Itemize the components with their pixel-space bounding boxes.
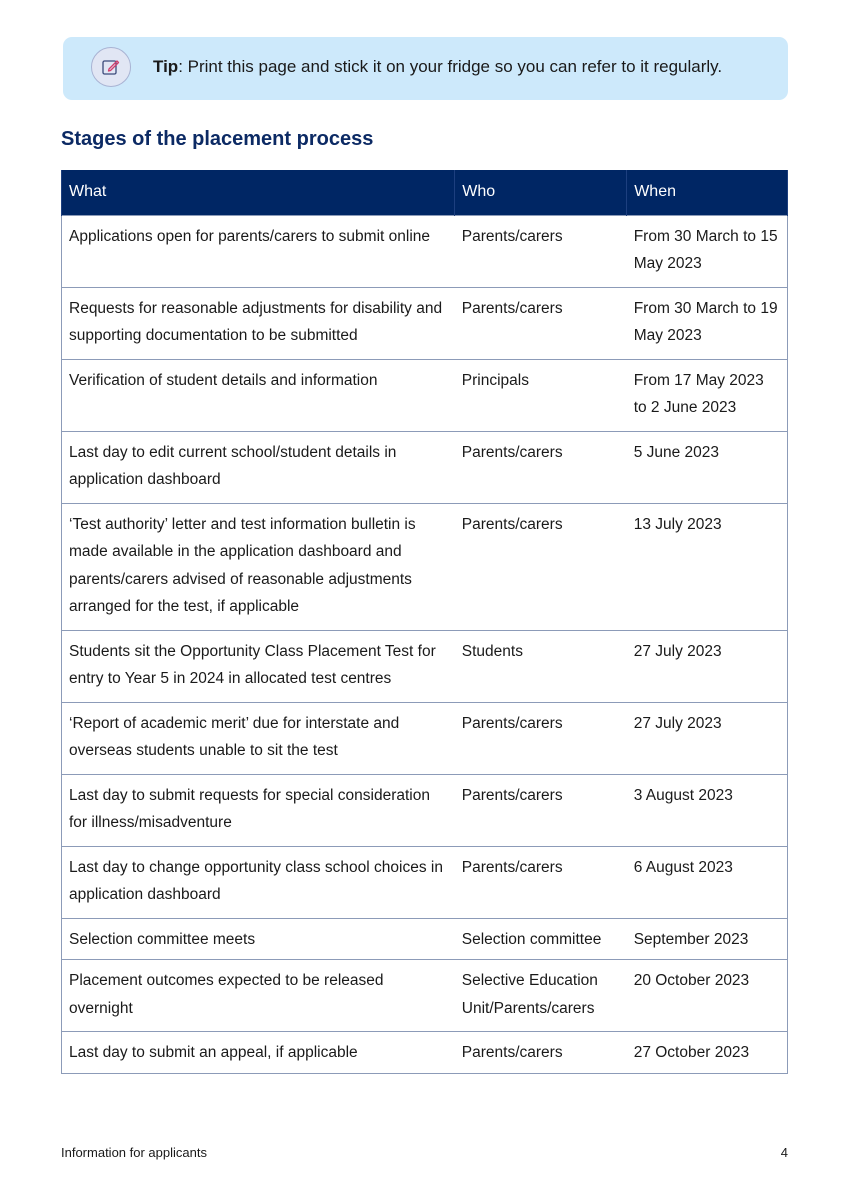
cell-when: From 17 May 2023 to 2 June 2023	[627, 359, 788, 431]
tip-label: Tip	[153, 57, 179, 76]
cell-what: Applications open for parents/carers to submit online	[62, 215, 455, 287]
table-header-row	[62, 170, 788, 215]
cell-who: Selection committee	[455, 918, 627, 960]
stages-table	[61, 170, 788, 1074]
cell-when: 27 July 2023	[627, 702, 788, 774]
tip-callout	[63, 37, 788, 100]
cell-what: Last day to edit current school/student details in application dashboard	[62, 431, 455, 503]
footer-document-title: Information for applicants	[61, 1145, 207, 1160]
table-row	[62, 431, 788, 503]
table-row	[62, 1032, 788, 1074]
table-row	[62, 359, 788, 431]
cell-when: 27 July 2023	[627, 630, 788, 702]
cell-who: Parents/carers	[455, 431, 627, 503]
cell-when: From 30 March to 15 May 2023	[627, 215, 788, 287]
cell-what: Selection committee meets	[62, 918, 455, 960]
cell-who: Students	[455, 630, 627, 702]
table-row	[62, 918, 788, 960]
cell-who: Parents/carers	[455, 503, 627, 630]
cell-what: Students sit the Opportunity Class Placement Test for entry to Year 5 in 2024 in allocated test centres	[62, 630, 455, 702]
cell-who: Parents/carers	[455, 702, 627, 774]
table-row	[62, 960, 788, 1032]
tip-message: : Print this page and stick it on your fridge so you can refer to it regularly.	[178, 57, 723, 76]
cell-who: Principals	[455, 359, 627, 431]
column-header-when: When	[627, 170, 788, 215]
column-header-what: What	[62, 170, 455, 215]
cell-who: Parents/carers	[455, 1032, 627, 1074]
tip-text	[153, 57, 722, 77]
table-row	[62, 287, 788, 359]
page-number: 4	[780, 1145, 788, 1160]
cell-when: September 2023	[627, 918, 788, 960]
cell-who: Parents/carers	[455, 774, 627, 846]
cell-when: From 30 March to 19 May 2023	[627, 287, 788, 359]
cell-what: Last day to submit requests for special consideration for illness/misadventure	[62, 774, 455, 846]
cell-what: Verification of student details and information	[62, 359, 455, 431]
edit-icon	[91, 47, 131, 87]
cell-when: 20 October 2023	[627, 960, 788, 1032]
section-title: Stages of the placement process	[61, 128, 374, 150]
cell-what: Requests for reasonable adjustments for disability and supporting documentation to be submitted	[62, 287, 455, 359]
table-row	[62, 630, 788, 702]
cell-what: Last day to submit an appeal, if applicable	[62, 1032, 455, 1074]
cell-when: 6 August 2023	[627, 846, 788, 918]
table-row	[62, 215, 788, 287]
column-header-who: Who	[455, 170, 627, 215]
cell-who: Selective Education Unit/Parents/carers	[455, 960, 627, 1032]
cell-when: 27 October 2023	[627, 1032, 788, 1074]
cell-who: Parents/carers	[455, 846, 627, 918]
cell-who: Parents/carers	[455, 215, 627, 287]
table-row	[62, 702, 788, 774]
cell-who: Parents/carers	[455, 287, 627, 359]
cell-what: ‘Test authority’ letter and test information bulletin is made available in the application dashboard and parents/carers advised of reasonable adjustments arranged for the test, if applicable	[62, 503, 455, 630]
table-row	[62, 774, 788, 846]
cell-what: Placement outcomes expected to be released overnight	[62, 960, 455, 1032]
cell-what: ‘Report of academic merit’ due for interstate and overseas students unable to sit the test	[62, 702, 455, 774]
table-row	[62, 846, 788, 918]
cell-when: 3 August 2023	[627, 774, 788, 846]
cell-what: Last day to change opportunity class school choices in application dashboard	[62, 846, 455, 918]
table-row	[62, 503, 788, 630]
cell-when: 13 July 2023	[627, 503, 788, 630]
cell-when: 5 June 2023	[627, 431, 788, 503]
